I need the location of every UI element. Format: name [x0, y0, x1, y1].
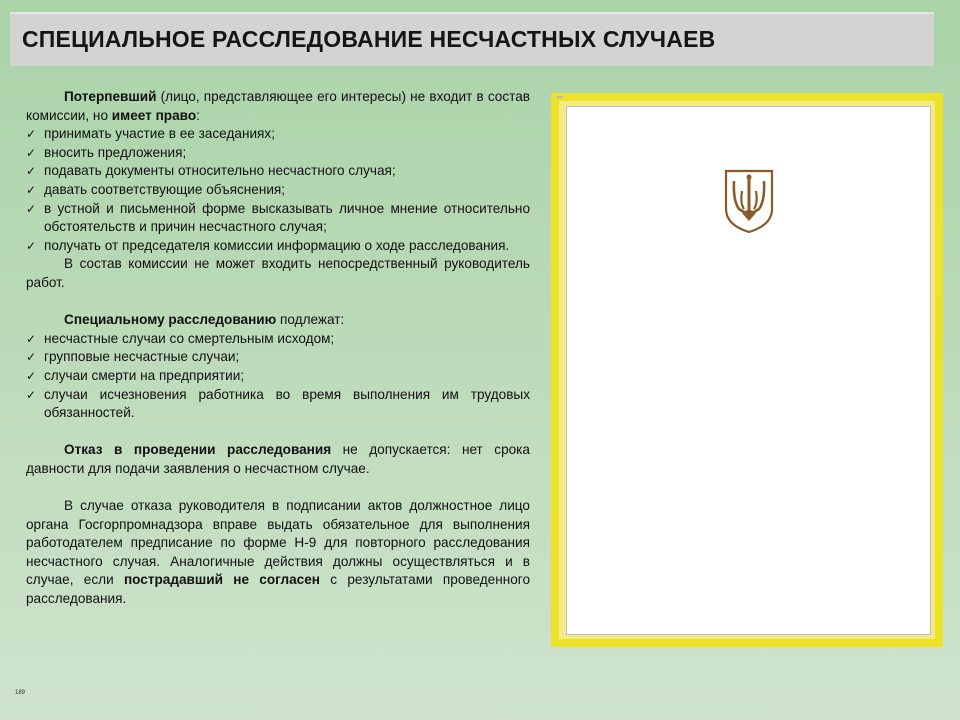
check-icon: ✓ — [26, 331, 37, 346]
list-item-text: давать соответствующие объяснения; — [44, 181, 286, 197]
list-item — [26, 162, 530, 181]
list-item-text: случаи смерти на предприятии; — [44, 367, 245, 383]
check-icon: ✓ — [26, 127, 37, 142]
list-item — [26, 330, 530, 349]
block4-body: В случае отказа руководителя в подписании актов должностное лицо органа Госгорпромнадзора вправе выдать обязательное для выполнения работодателем предписание по форме Н-9 для повторного расследования несчастного случая. Аналогичные действия должны осуществляться и в случае, если — [26, 498, 530, 588]
list-item — [26, 181, 530, 200]
block2-lead — [26, 311, 530, 330]
slide-number: 189 — [15, 690, 26, 696]
check-icon: ✓ — [26, 350, 37, 365]
list-item — [26, 367, 530, 386]
list-item-text: несчастные случаи со смертельным исходом; — [44, 330, 335, 346]
block4-tail: с результатами проведенного расследования. — [26, 572, 531, 607]
check-icon: ✓ — [26, 145, 37, 160]
block2-text: подлежат: — [276, 312, 345, 328]
check-icon: ✓ — [26, 182, 37, 197]
frame-mark — [557, 96, 563, 98]
list-item — [26, 200, 530, 237]
list-item-text: вносить предложения; — [44, 144, 187, 160]
check-icon: ✓ — [26, 387, 37, 402]
check-icon: ✓ — [26, 201, 37, 216]
block1-list — [26, 125, 530, 255]
title-bar — [10, 12, 934, 66]
list-item — [26, 348, 530, 367]
spacer — [26, 293, 530, 312]
block3-rest: не допускается: нет срока давности для подачи заявления о несчастном случае. — [26, 442, 530, 476]
block1-text: (лицо, представляющее его интересы) не входит в состав комиссии, но — [26, 89, 530, 123]
list-item — [26, 125, 530, 144]
block4-text — [26, 497, 530, 609]
block2-list — [26, 330, 530, 423]
document-page — [566, 106, 931, 635]
list-item-text: групповые несчастные случаи; — [44, 349, 240, 365]
check-icon: ✓ — [26, 238, 37, 253]
check-icon: ✓ — [26, 164, 37, 179]
block3-text — [26, 441, 530, 478]
block1-bold2: имеет право — [111, 107, 197, 123]
block3-bold: Отказ в проведении расследования — [64, 442, 332, 458]
block1-lead — [26, 88, 530, 125]
list-item-text: случаи исчезновения работника во время выполнения им трудовых обязанностей. — [44, 386, 530, 421]
list-item-text: в устной и письменной форме высказывать личное мнение относительно обстоятельств и причин несчастного случая; — [44, 200, 530, 235]
spacer — [26, 423, 530, 442]
coat-of-arms-icon — [724, 169, 774, 234]
check-icon: ✓ — [26, 368, 37, 383]
list-item-text: подавать документы относительно несчастного случая; — [44, 163, 396, 179]
spacer — [26, 478, 530, 497]
block1-bold: Потерпевший — [64, 89, 157, 104]
block4-bold: пострадавший не согласен — [123, 572, 321, 588]
list-item — [26, 386, 530, 423]
list-item-text: получать от председателя комиссии информацию о ходе расследования. — [44, 237, 510, 253]
block1-note: В состав комиссии не может входить непосредственный руководитель работ. — [26, 256, 530, 290]
text-column — [26, 88, 530, 609]
list-item — [26, 144, 530, 163]
block2-bold: Специальному расследованию — [64, 312, 277, 328]
list-item-text: принимать участие в ее заседаниях; — [44, 126, 275, 142]
list-item — [26, 237, 530, 256]
block1-tail: : — [196, 107, 200, 123]
page-title: СПЕЦИАЛЬНОЕ РАССЛЕДОВАНИЕ НЕСЧАСТНЫХ СЛУЧАЕВ — [22, 26, 716, 52]
document-frame — [551, 93, 943, 647]
